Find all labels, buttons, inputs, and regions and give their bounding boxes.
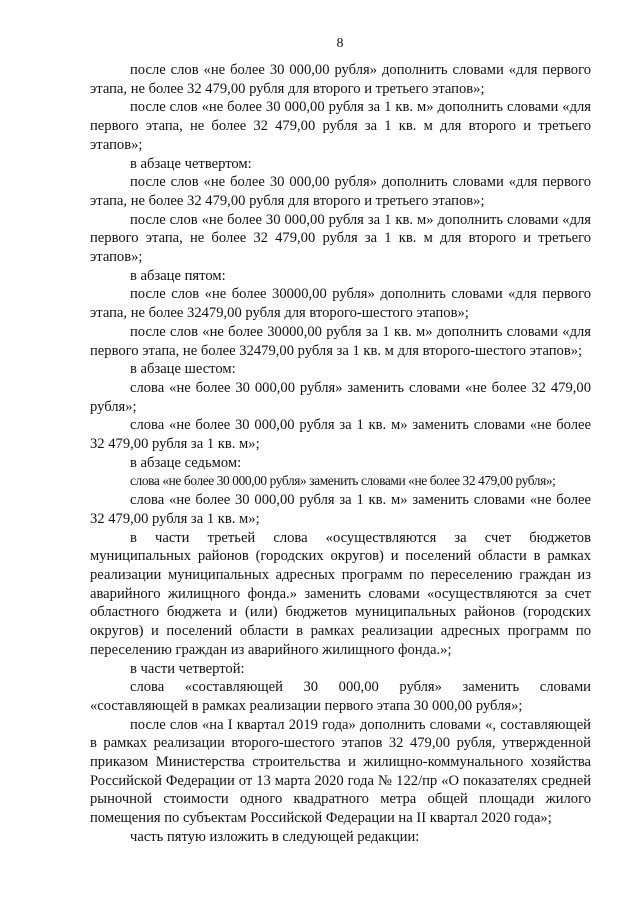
paragraph: в части третьей слова «осуществляются за счет бюджетов муниципальных районов (городских округов) и поселений области в рамках реализации муниципальных адресных программ по переселению граждан из аварийного жилищного фонда.» заменить словами «осуществляются за счет областного бюджета и (или) бюджетов муниципальных районов (городских округов) и поселений области в рамках реализации адресных программ по переселению граждан из аварийного жилищного фонда.»;	[90, 529, 591, 658]
paragraph: слова «не более 30 000,00 рубля» заменить словами «не более 32 479,00 рубля»;	[130, 473, 556, 489]
paragraph: в абзаце седьмом:	[130, 454, 242, 471]
document-body	[90, 61, 591, 847]
paragraph: после слов «не более 30 000,00 рубля» дополнить словами «для первого этапа, не более 32 479,00 рубля для второго и третьего этапов»;	[90, 62, 591, 97]
paragraph: после слов «не более 30000,00 рубля за 1 кв. м» дополнить словами «для первого этапа, не более 32479,00 рубля за 1 кв. м для второго-шестого этапов»;	[90, 323, 591, 359]
paragraph: в абзаце пятом:	[130, 267, 226, 284]
paragraph: после слов «не более 30 000,00 рубля» дополнить словами «для первого этапа, не более 32 479,00 рубля для второго и третьего этапов»;	[90, 174, 591, 209]
paragraph: в абзаце четвертом:	[130, 155, 252, 172]
paragraph: слова «не более 30 000,00 рубля за 1 кв. м» заменить словами «не более 32 479,00 рубля за 1 кв. м»;	[90, 417, 591, 453]
paragraph: в абзаце шестом:	[130, 361, 236, 378]
paragraph: после слов «не более 30 000,00 рубля за 1 кв. м» дополнить словами «для первого этапа, не более 32 479,00 рубля за 1 кв. м для второго и третьего этапов»;	[90, 211, 591, 266]
paragraph: слова «составляющей 30 000,00 рубля» заменить словами «составляющей в рамках реализации первого этапа 30 000,00 рубля»;	[90, 679, 591, 714]
paragraph: после слов «не более 30 000,00 рубля за 1 кв. м» дополнить словами «для первого этапа, не более 32 479,00 рубля за 1 кв. м для второго и третьего этапов»;	[90, 99, 591, 153]
paragraph: в части четвертой:	[130, 660, 245, 677]
paragraph: слова «не более 30 000,00 рубля за 1 кв. м» заменить словами «не более 32 479,00 рубля за 1 кв. м»;	[90, 492, 591, 527]
paragraph: часть пятую изложить в следующей редакции:	[130, 828, 420, 845]
paragraph: после слов «на I квартал 2019 года» дополнить словами «, составляющей в рамках реализации второго-шестого этапов 32 479,00 рубля, утвержденной приказом Министерства строительства и жилищно-коммунального хозяйства Российской Федерации от 13 марта 2020 года № 122/пр «О показателях средней рыночной стоимости одного квадратного метра общей площади жилого помещения по субъектам Российской Федерации на II квартал 2020 года»;	[90, 716, 591, 827]
paragraph: после слов «не более 30000,00 рубля» дополнить словами «для первого этапа, не более 32479,00 рубля для второго-шестого этапов»;	[90, 286, 591, 322]
paragraph: слова «не более 30 000,00 рубля» заменить словами «не более 32 479,00 рубля»;	[90, 379, 591, 415]
page-number: 8	[336, 36, 344, 51]
